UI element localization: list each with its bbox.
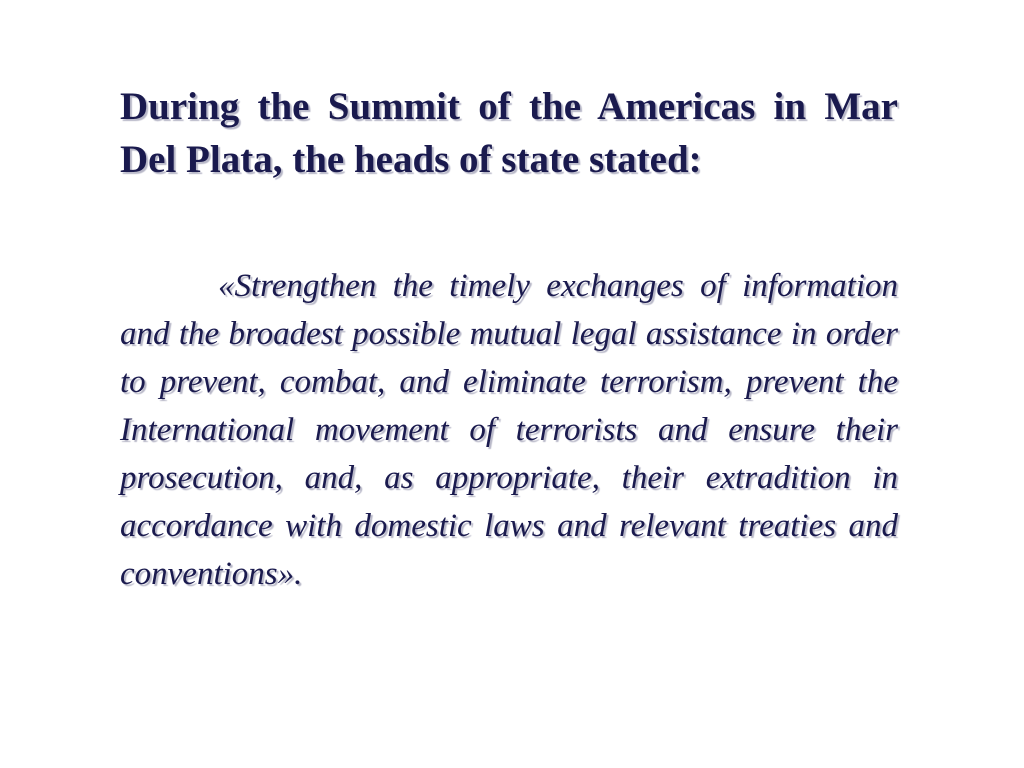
slide-heading: During the Summit of the Americas in Mar Del Plata, the heads of state stated: — [120, 85, 898, 181]
slide-quote: «Strengthen the timely exchanges of information and the broadest possible mutual legal assistance in order to prevent, combat, and eliminate terrorism, prevent the International movement of terrorists and ensure their prosecution, and, as appropriate, their extradition in accordance with domestic laws and relevant treaties and conventions». — [120, 268, 898, 592]
